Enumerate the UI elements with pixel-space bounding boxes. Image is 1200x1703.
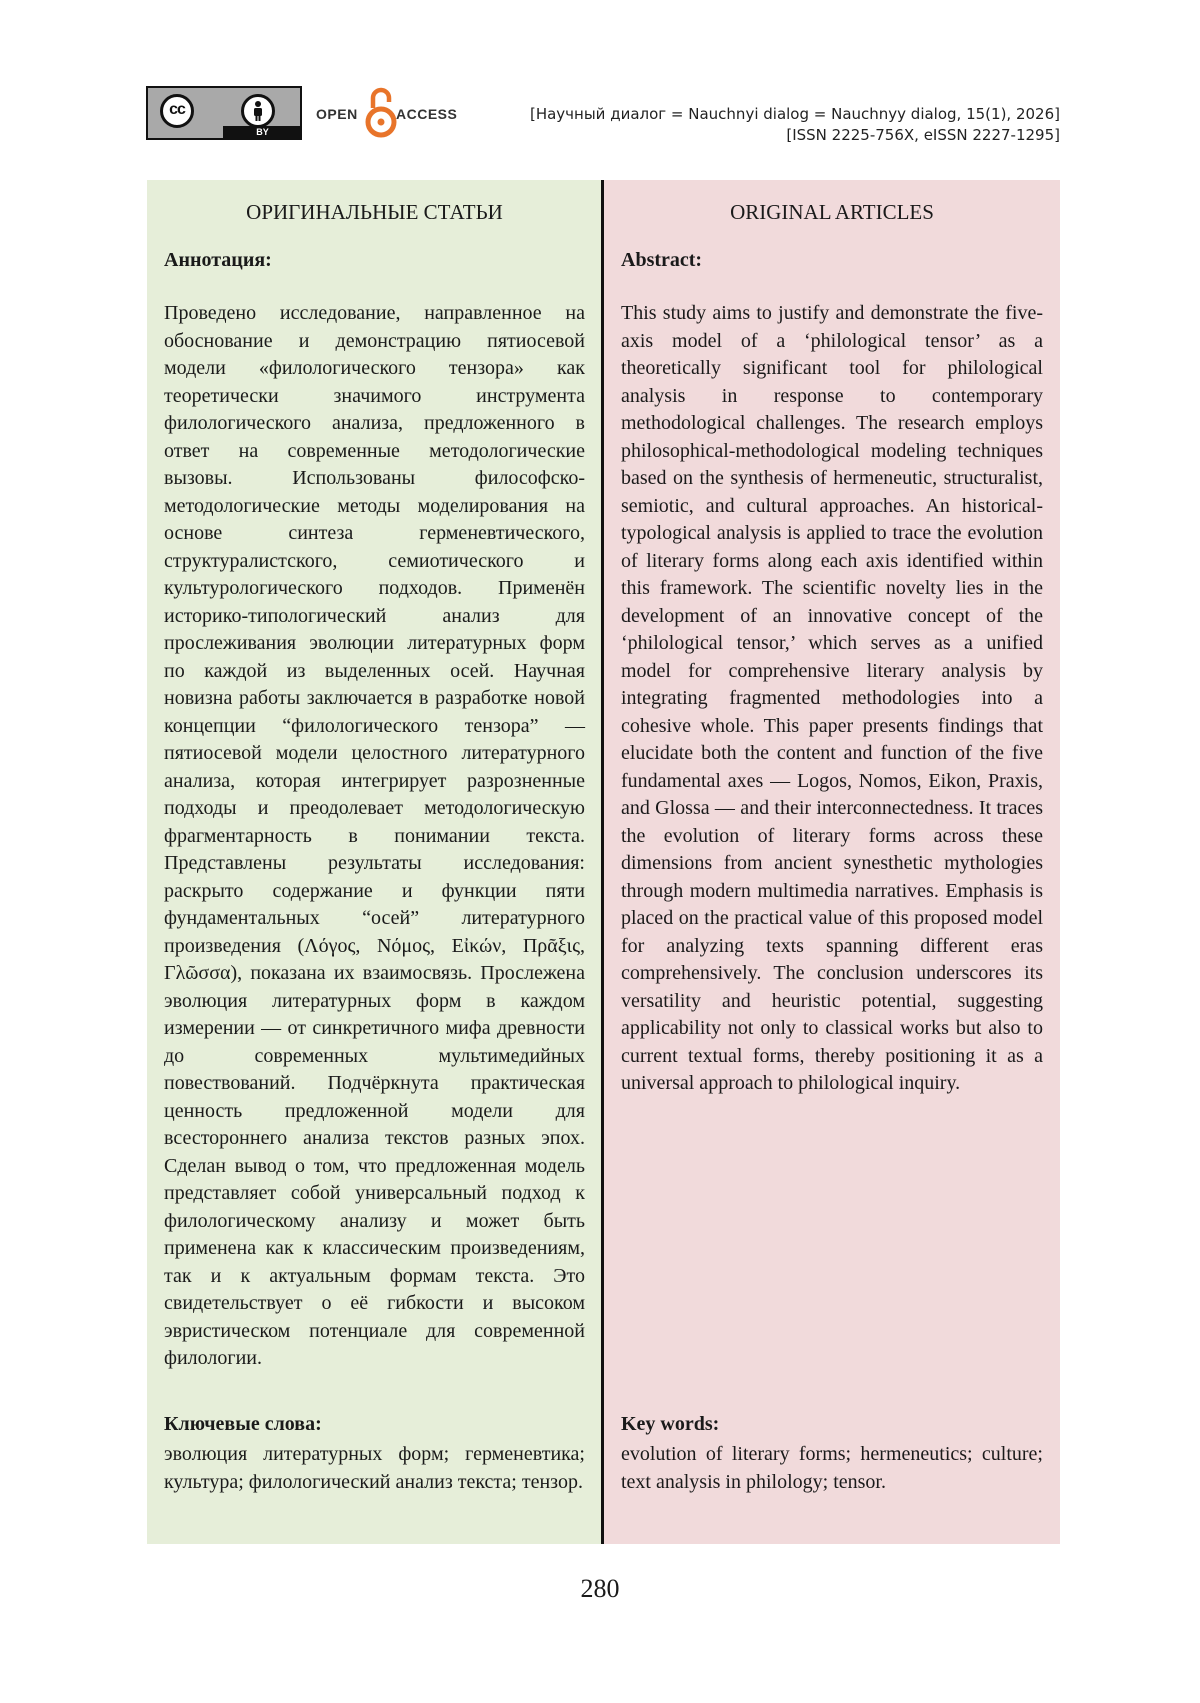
license-badge-label: BY	[223, 126, 302, 138]
creative-commons-icon: cc	[160, 94, 194, 128]
page-number: 280	[580, 1574, 620, 1603]
open-access-left-text: OPEN	[316, 106, 358, 122]
russian-abstract-column	[147, 180, 602, 1544]
english-abstract-text: This study aims to justify and demonstrate the five-axis model of a ‘philological tensor’ as a theoretically significant tool for philological analysis in response to contemporary methodological challenges. The research employs philosophical-methodological modeling techniques based on the synthesis of hermeneutic, structuralist, semiotic, and cultural approaches. An historical-typological analysis is applied to trace the evolution of literary forms along each axis identified within this framework. The scientific novelty lies in the development of an innovative concept of the ‘philological tensor,’ which serves as a unified model for comprehensive literary analysis by integrating fragmented methodologies into a cohesive whole. This paper presents findings that elucidate both the content and function of the five fundamental axes — Logos, Nomos, Eikon, Praxis, and Glossa — and their interconnectedness. It traces the evolution of literary forms across these dimensions from ancient synesthetic mythologies through modern multimedia narratives. Emphasis is placed on the practical value of this proposed model for analyzing texts spanning different eras comprehensively. The conclusion underscores its versatility and heuristic potential, suggesting applicability not only to classical works but also to current textual forms, thereby positioning it as a universal approach to philological inquiry.	[621, 302, 1043, 1094]
journal-citation-line: [Научный диалог = Nauchnyi dialog = Nauchnyy dialog, 15(1), 2026]	[529, 105, 1060, 123]
russian-abstract-heading: Аннотация:	[164, 249, 272, 271]
russian-abstract-text: Проведено исследование, направленное на обоснование и демонстрацию пятиосевой модели «филологического тензора» как теоретически значимого инструмента филологического анализа, предложенного в ответ на современные методологические вызовы. Использованы философско-методологические методы моделирования на основе синтеза герменевтического, структуралистского, семиотического и культурологического подходов. Применён историко-типологический анализ для прослеживания эволюции литературных форм по каждой из выделенных осей. Научная новизна работы заключается в разработке новой концепции “филологического тензора” — пятиосевой модели целостного литературного анализа, которая интегрирует разрозненные подходы и преодолевает методологическую фрагментарность в понимании текста. Представлены результаты исследования: раскрыто содержание и функции пяти фундаментальных “осей” литературного произведения (Λόγος, Νόμος, Εἰκών, Πρᾶξις, Γλῶσσα), показана их взаимосвязь. Прослежена эволюция литературных форм в каждом измерении — от синкретичного мифа древности до современных мультимедийных повествований. Подчёркнута практическая ценность предложенной модели для всестороннего анализа текстов разных эпох. Сделан вывод о том, что предложенная модель представляет собой универсальный подход к филологическому анализу и может быть применена как к классическим произведениям, так и к актуальным формам текста. Это свидетельствует о её гибкости и высоком эвристическом потенциале для современной филологии.	[164, 302, 585, 1369]
english-keywords-heading: Key words:	[621, 1413, 720, 1435]
attribution-person-icon	[241, 94, 275, 128]
russian-keywords-text: эволюция литературных форм; герменевтика; культура; филологический анализ текста; тензор.	[164, 1443, 585, 1493]
journal-issn-line: [ISSN 2225-756X, eISSN 2227-1295]	[786, 126, 1060, 144]
english-section-title: ORIGINAL ARTICLES	[730, 200, 934, 224]
english-keywords-text: evolution of literary forms; hermeneutics; culture; text analysis in philology; tensor.	[621, 1443, 1043, 1493]
english-abstract-heading: Abstract:	[621, 249, 703, 271]
open-access-logo	[316, 86, 458, 140]
journal-citation	[530, 104, 1060, 146]
russian-section-title: ОРИГИНАЛЬНЫЕ СТАТЬИ	[246, 200, 503, 224]
open-lock-icon	[364, 86, 398, 140]
english-abstract-column	[604, 180, 1060, 1544]
open-access-right-text: ACCESS	[396, 106, 458, 122]
cc-by-license-badge	[146, 86, 302, 140]
russian-keywords-heading: Ключевые слова:	[164, 1413, 322, 1435]
